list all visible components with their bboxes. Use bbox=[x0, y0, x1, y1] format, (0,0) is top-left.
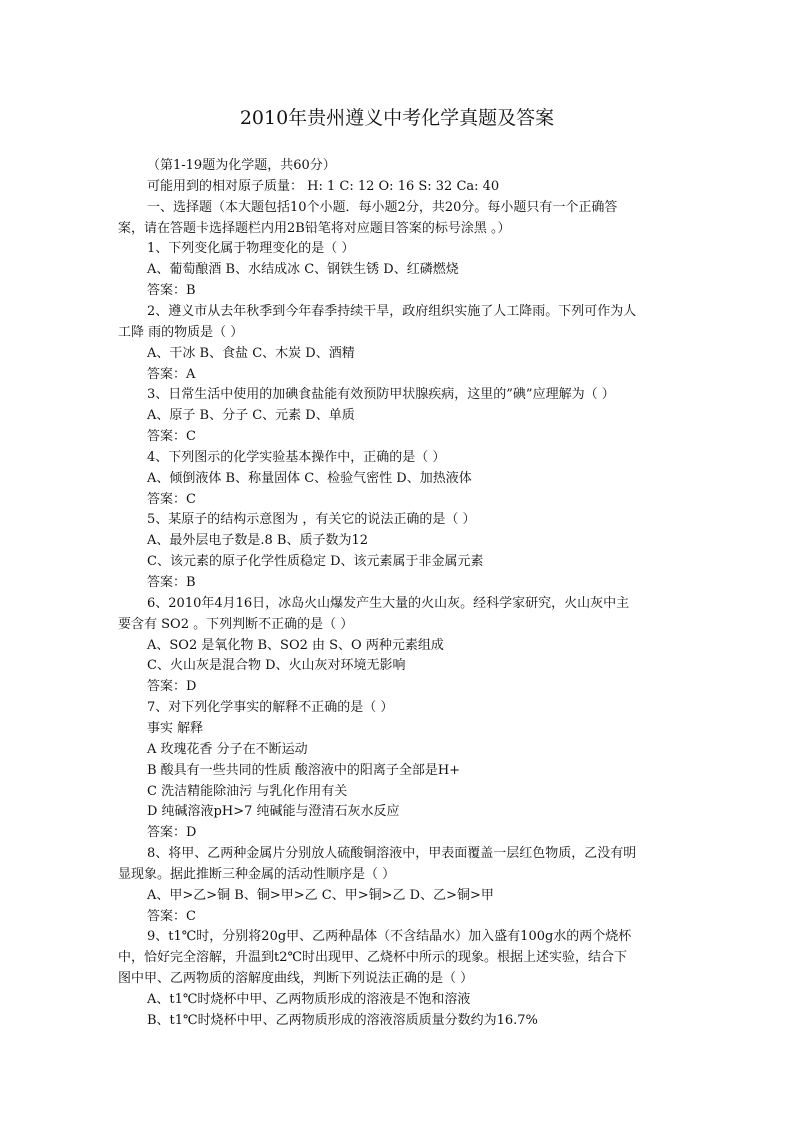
text-line: 2、遵义市从去年秋季到今年春季持续干旱，政府组织实施了人工降雨。下列可作为人 bbox=[147, 304, 637, 319]
text-line: 答案：C bbox=[147, 492, 196, 507]
text-line: 答案：C bbox=[147, 909, 196, 924]
text-line: 中，恰好完全溶解，升温到t2℃时出现甲、乙烧杯中所示的现象。根据上述实验，结合下 bbox=[118, 950, 628, 965]
text-line: C 洗洁精能除油污 与乳化作用有关 bbox=[147, 784, 348, 799]
text-line: B 酸具有一些共同的性质 酸溶液中的阳离子全部是H+ bbox=[147, 763, 461, 778]
text-line: A、最外层电子数是.8 B、质子数为12 bbox=[147, 533, 369, 548]
text-line: 答案：D bbox=[147, 679, 197, 694]
text-line: 1、下列变化属于物理变化的是（ ） bbox=[147, 241, 355, 256]
text-line: 答案：D bbox=[147, 825, 197, 840]
text-line: A、原子 B、分子 C、元素 D、单质 bbox=[147, 408, 355, 423]
text-line: 4、下列图示的化学实验基本操作中，正确的是（ ） bbox=[147, 450, 446, 465]
text-line: 8、将甲、乙两种金属片分别放人硫酸铜溶液中，甲表面覆盖一层红色物质，乙没有明 bbox=[147, 846, 637, 861]
text-line: 答案：A bbox=[147, 367, 196, 382]
text-line: A、葡萄酿酒 B、水结成冰 C、钢铁生锈 D、红磷燃烧 bbox=[147, 262, 459, 277]
text-line: A、SO2 是氧化物 B、SO2 由 S、O 两种元素组成 bbox=[147, 638, 444, 653]
text-line: A 玫瑰花香 分子在不断运动 bbox=[147, 742, 308, 757]
text-line: 答案：B bbox=[147, 575, 196, 590]
text-line: 工降 雨的物质是（ ） bbox=[118, 325, 244, 340]
text-line: 5、某原子的结构示意图为 ，有关它的说法正确的是（ ） bbox=[147, 512, 476, 527]
text-line: 图中甲、乙两物质的溶解度曲线，判断下列说法正确的是（ ） bbox=[118, 971, 474, 986]
text-line: 答案：C bbox=[147, 429, 196, 444]
text-line: 要含有 SO2 。下列判断不正确的是（ ） bbox=[118, 617, 354, 632]
text-line: 3、日常生活中使用的加碘食盐能有效预防甲状腺疾病，这里的”碘”应理解为（ ） bbox=[147, 387, 615, 402]
text-line: A、干冰 B、食盐 C、木炭 D、酒精 bbox=[147, 346, 355, 361]
document-title: 2010年贵州遵义中考化学真题及答案 bbox=[239, 107, 555, 129]
text-line: C、火山灰是混合物 D、火山灰对环境无影响 bbox=[147, 658, 406, 673]
text-line: 7、对下列化学事实的解释不正确的是（ ） bbox=[147, 700, 394, 715]
text-line: 答案：B bbox=[147, 283, 196, 298]
text-line: 事实 解释 bbox=[147, 721, 204, 736]
text-line: D 纯碱溶液pH>7 纯碱能与澄清石灰水反应 bbox=[147, 804, 400, 819]
text-line: C、该元素的原子化学性质稳定 D、该元素属于非金属元素 bbox=[147, 554, 484, 569]
text-line: A、t1℃时烧杯中甲、乙两物质形成的溶液是不饱和溶液 bbox=[147, 992, 471, 1007]
text-line: （第1-19题为化学题，共60分） bbox=[147, 158, 336, 173]
text-line: 案，请在答题卡选择题栏内用2B铅笔将对应题目答案的标号涂黑 。） bbox=[118, 221, 511, 236]
text-line: A、甲>乙>铜 B、铜>甲>乙 C、甲>铜>乙 D、乙>铜>甲 bbox=[147, 888, 494, 903]
text-line: B、t1℃时烧杯中甲、乙两物质形成的溶液溶质质量分数约为16.7% bbox=[147, 1013, 538, 1028]
text-line: 显现象。据此推断三种金属的活动性顺序是（ ） bbox=[118, 867, 396, 882]
text-line: 一、选择题（本大题包括10个小题．每小题2分，共20分。每小题只有一个正确答 bbox=[147, 200, 618, 215]
text-line: 9、t1℃时，分别将20g甲、乙两种晶体（不含结晶水）加入盛有100g水的两个烧杯 bbox=[147, 929, 632, 944]
text-line: 6、2010年4月16日，冰岛火山爆发产生大量的火山灰。经科学家研究，火山灰中主 bbox=[147, 596, 630, 611]
text-line: 可能用到的相对原子质量： H: 1 C: 12 O: 16 S: 32 Ca: 40 bbox=[147, 179, 500, 194]
text-line: A、倾倒液体 B、称量固体 C、检验气密性 D、加热液体 bbox=[147, 471, 472, 486]
